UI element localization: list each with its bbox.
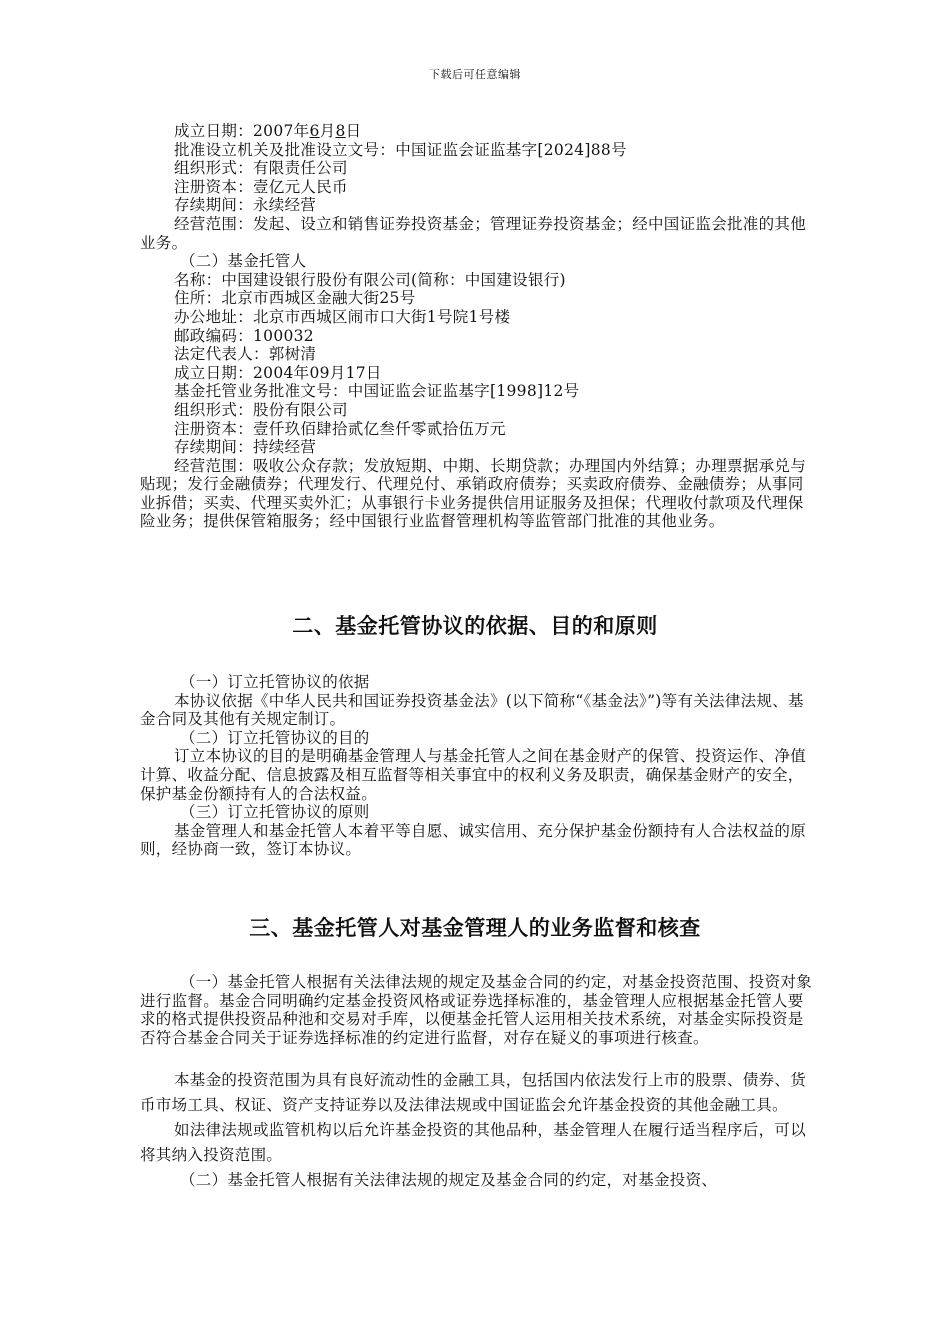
- custodian-duration-line: 存续期间：持续经营: [174, 438, 317, 457]
- supervision-paragraph-1: （一）基金托管人根据有关法律法规的规定及基金合同的约定，对基金投资范围、投资对象进行监督。基金合同明确约定基金投资风格或证券选择标准的，基金管理人应根据基金托管人要求的格式提供投资品种池和交易对手库，以便基金托管人运用相关技术系统，对基金实际投资是否符合基金合同关于证券选择标准的约定进行监督，对存在疑义的事项进行核查。: [140, 973, 813, 1047]
- established-prefix: 成立日期：2007年: [174, 122, 310, 140]
- section-supervision-cont: [140, 1068, 816, 1193]
- investment-scope-paragraph: 本基金的投资范围为具有良好流动性的金融工具，包括国内依法发行上市的股票、债券、货币市场工具、权证、资产支持证券以及法律法规或中国证监会允许基金投资的其他金融工具。: [140, 1071, 807, 1114]
- basis-paragraph: 本协议依据《中华人民共和国证券投资基金法》(以下简称“《基金法》”)等有关法律法规、基金合同及其他有关规定制订。: [140, 691, 804, 729]
- approval-line: 批准设立机关及批准设立文号：中国证监会证监基字[2024]88号: [174, 140, 627, 159]
- registered-capital-line: 注册资本：壹亿元人民币: [174, 177, 348, 196]
- custodian-scope-line: 经营范围：吸收公众存款；发放短期、中期、长期贷款；办理国内外结算；办理票据承兑与贴现；发行金融债券；代理发行、代理兑付、承销政府债券；买卖政府债券、金融债券；从事同业拆借；买卖、代理买卖外汇；从事银行卡业务提供信用证服务及担保；代理收付款项及代理保险业务；提供保管箱服务；经中国银行业监督管理机构等监管部门批准的其他业务。: [140, 456, 807, 531]
- custodian-legal-rep-line: 法定代表人：郭树清: [174, 345, 317, 364]
- custodian-name-line: 名称：中国建设银行股份有限公司(简称：中国建设银行): [174, 270, 566, 289]
- established-day: 8: [335, 122, 346, 140]
- established-mid: 月: [319, 122, 336, 140]
- principle-subheading: （三）订立托管协议的原则: [180, 803, 370, 822]
- established-suffix: 日: [345, 122, 362, 140]
- custodian-office-line: 办公地址：北京市西城区闹市口大街1号院1号楼: [174, 307, 511, 326]
- custodian-domicile-line: 住所：北京市西城区金融大街25号: [174, 289, 416, 308]
- section-agreement-basis: [140, 673, 816, 859]
- org-form-line: 组织形式：有限责任公司: [174, 159, 348, 178]
- section-basic-info: [140, 122, 816, 531]
- custodian-subheading: （二）基金托管人: [180, 252, 307, 271]
- custodian-postcode-line: 邮政编码：100032: [174, 326, 314, 345]
- custodian-established-line: 成立日期：2004年09月17日: [174, 363, 382, 382]
- section-supervision: [140, 973, 816, 1047]
- page-header-note: 下载后可任意编辑: [429, 68, 521, 81]
- duration-line: 存续期间：永续经营: [174, 196, 317, 215]
- business-scope-line: 经营范围：发起、设立和销售证券投资基金；管理证券投资基金；经中国证监会批准的其他业务。: [140, 214, 807, 252]
- section-heading-2: 二、基金托管协议的依据、目的和原则: [292, 614, 658, 638]
- purpose-subheading: （二）订立托管协议的目的: [180, 728, 370, 747]
- supervision-paragraph-2: （二）基金托管人根据有关法律法规的规定及基金合同的约定，对基金投资、: [180, 1171, 718, 1189]
- custodian-approval-line: 基金托管业务批准文号：中国证监会证监基字[1998]12号: [174, 382, 580, 401]
- established-month: 6: [309, 122, 320, 140]
- established-date-line: [140, 122, 816, 141]
- other-instruments-paragraph: 如法律法规或监管机构以后允许基金投资的其他品种，基金管理人在履行适当程序后，可以将其纳入投资范围。: [140, 1121, 807, 1164]
- section-heading-3: 三、基金托管人对基金管理人的业务监督和核查: [249, 916, 701, 940]
- custodian-org-form-line: 组织形式：股份有限公司: [174, 400, 348, 419]
- custodian-capital-line: 注册资本：壹仟玖佰肆拾贰亿叁仟零贰拾伍万元: [174, 419, 506, 438]
- principle-paragraph: 基金管理人和基金托管人本着平等自愿、诚实信用、充分保护基金份额持有人合法权益的原则，经协商一致，签订本协议。: [140, 821, 807, 859]
- basis-subheading: （一）订立托管协议的依据: [180, 673, 370, 691]
- purpose-paragraph: 订立本协议的目的是明确基金管理人与基金托管人之间在基金财产的保管、投资运作、净值计算、收益分配、信息披露及相互监督等相关事宜中的权利义务及职责，确保基金财产的安全，保护基金份额持有人的合法权益。: [140, 747, 807, 803]
